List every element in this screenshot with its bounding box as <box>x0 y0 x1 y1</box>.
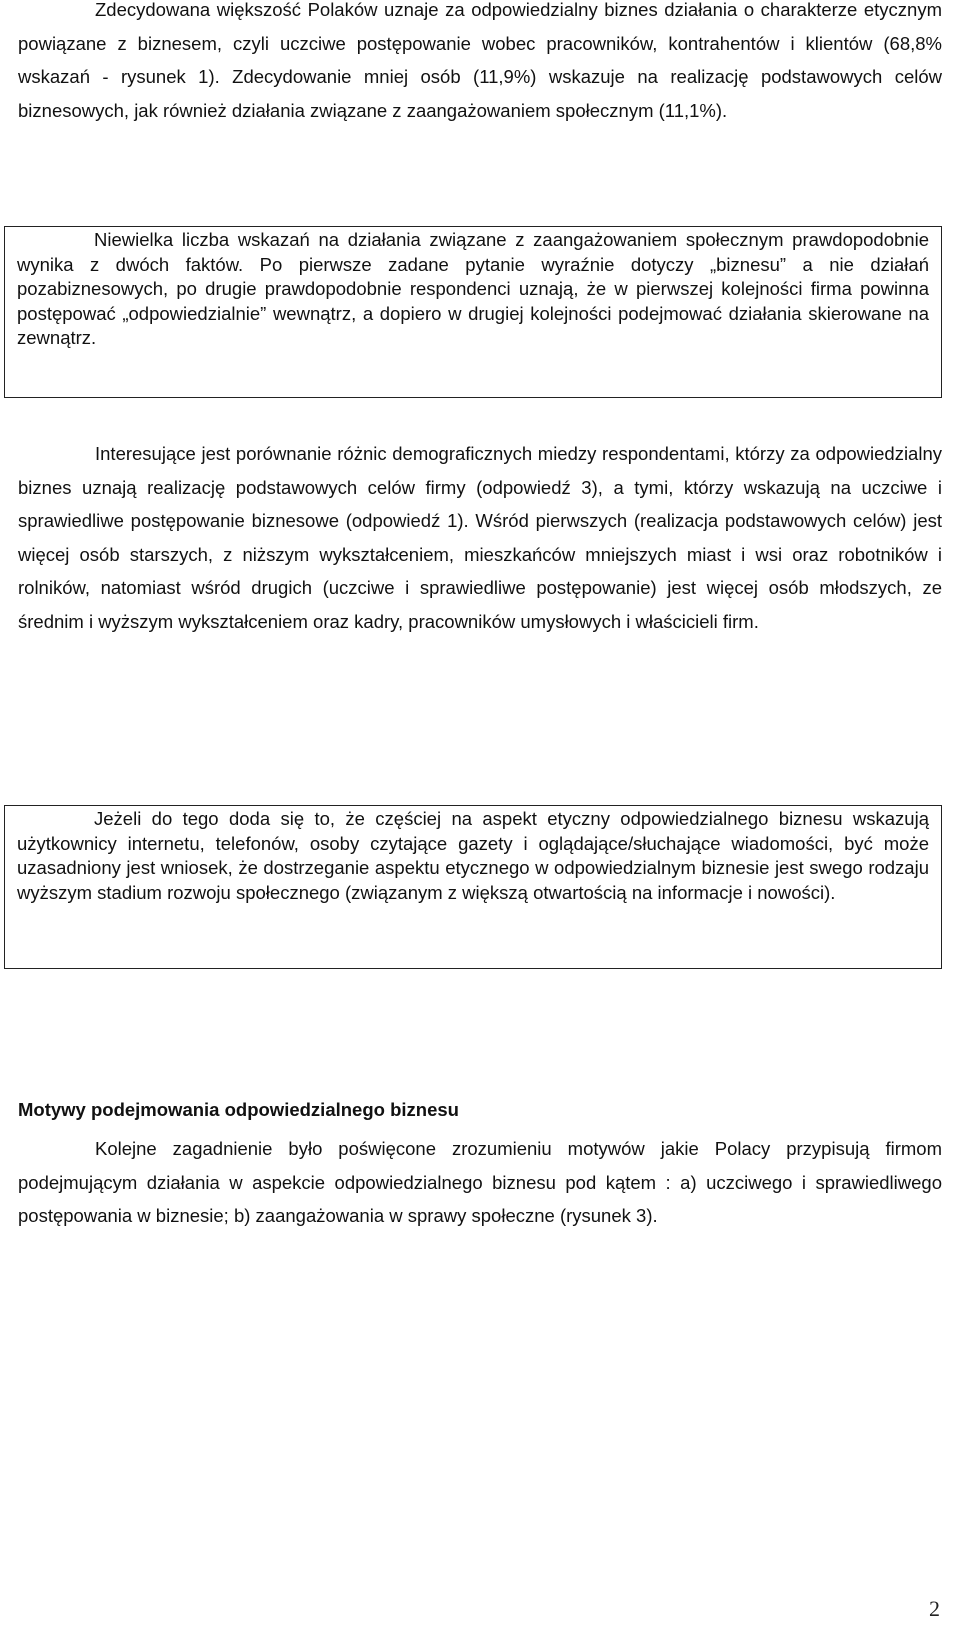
highlight-box-social-engagement <box>4 226 942 398</box>
paragraph-demographic-differences: Interesujące jest porównanie różnic demograficznych miedzy respondentami, którzy za odpowiedzialny biznes uznają realizację podstawowych celów firmy (odpowiedź 3), a tymi, którzy wskazują na uczciwe i sprawiedliwe postępowanie biznesowe (odpowiedź 1). Wśród pierwszych (realizacja podstawowych celów) jest więcej osób starszych, z niższym wykształceniem, mieszkańców mniejszych miast i wsi oraz robotników i rolników, natomiast wśród drugich (uczciwe i sprawiedliwe postępowanie) jest więcej osób młodszych, ze średnim i wyższym wykształceniem oraz kadry, pracowników umysłowych i właścicieli firm. <box>18 443 942 632</box>
box-paragraph-social-engagement: Niewielka liczba wskazań na działania związane z zaangażowaniem społecznym prawdopodobnie wynika z dwóch faktów. Po pierwsze zadane pytanie wyraźnie dotyczy „biznesu” a nie działań pozabiznesowych, po drugie prawdopodobnie respondenci uznają, że w pierwszej kolejności firma powinna postępować „odpowiedzialnie” wewnątrz, a dopiero w drugiej kolejności podejmować działania skierowane na zewnątrz. <box>17 229 929 349</box>
paragraph-motives: Kolejne zagadnienie było poświęcone zrozumieniu motywów jakie Polacy przypisują firmom podejmującym działania w aspekcie odpowiedzialnego biznesu pod kątem : a) uczciwego i sprawiedliwego postępowania w biznesie; b) zaangażowania w sprawy społeczne (rysunek 3). <box>18 1138 942 1226</box>
highlight-box-ethical-aspect <box>4 805 942 969</box>
section-heading: Motywy podejmowania odpowiedzialnego biznesu <box>18 1099 459 1120</box>
box-paragraph-ethical-aspect: Jeżeli do tego doda się to, że częściej na aspekt etyczny odpowiedzialnego biznesu wskazują użytkownicy internetu, telefonów, osoby czytające gazety i oglądające/słuchające wiadomości, być może uzasadniony jest wniosek, że dostrzeganie aspektu etycznego w odpowiedzialnym biznesie jest swego rodzaju wyższym stadium rozwoju społecznego (związanym z większą otwartością na informacje i nowości). <box>17 808 929 903</box>
paragraph-csr-ethical-actions: Zdecydowana większość Polaków uznaje za odpowiedzialny biznes działania o charakterze etycznym powiązane z biznesem, czyli uczciwe postępowanie wobec pracowników, kontrahentów i klientów (68,8% wskazań - rysunek 1). Zdecydowanie mniej osób (11,9%) wskazuje na realizację podstawowych celów biznesowych, jak również działania związane z zaangażowaniem społecznym (11,1%). <box>18 0 942 121</box>
page-number: 2 <box>929 1596 940 1621</box>
